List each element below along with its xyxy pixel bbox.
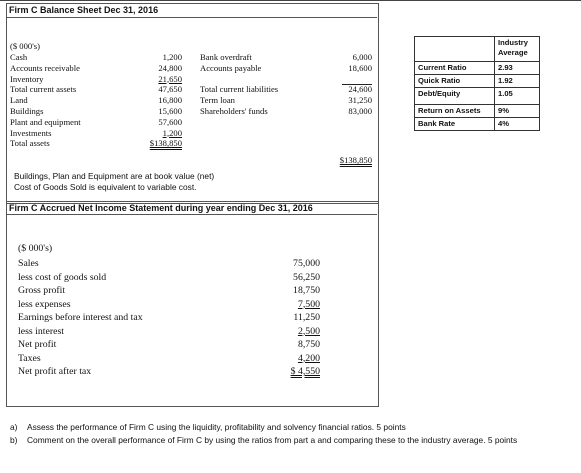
income-value xyxy=(262,325,320,339)
income-label: Sales xyxy=(18,258,39,269)
income-values xyxy=(262,257,320,379)
assets-labels xyxy=(10,52,81,149)
asset-label: Total current assets xyxy=(10,84,77,95)
asset-label: Investments xyxy=(10,127,52,138)
income-value xyxy=(262,352,320,366)
liability-value: 18,600 xyxy=(348,62,372,73)
ratio-value: 2.93 xyxy=(495,62,540,75)
asset-label: Cash xyxy=(10,52,28,62)
liability-value: 6,000 xyxy=(352,52,372,62)
table-row xyxy=(415,37,540,62)
asset-value: 24,800 xyxy=(158,62,182,73)
question-b xyxy=(10,434,570,447)
income-value: 56,250 xyxy=(293,271,320,283)
asset-value: 57,600 xyxy=(158,116,182,127)
total-liabilities-equity xyxy=(320,155,372,166)
table-row xyxy=(415,88,540,105)
liability-value: 83,000 xyxy=(348,105,372,116)
asset-label: Plant and equipment xyxy=(10,116,81,127)
total-liabilities-equity-text: $138,850 xyxy=(339,155,372,165)
liability-label: Bank overdraft xyxy=(200,52,252,62)
asset-value: 1,200 xyxy=(162,52,182,62)
table-cell-empty xyxy=(415,37,495,62)
ratio-label: Debt/Equity xyxy=(415,88,495,105)
income-value-text: 7,500 xyxy=(297,298,320,310)
ratio-value: 9% xyxy=(495,105,540,118)
income-value xyxy=(262,365,320,379)
asset-value: 16,800 xyxy=(158,95,182,106)
ratio-label: Bank Rate xyxy=(415,118,495,131)
income-label: less expenses xyxy=(18,298,71,310)
ratio-value: 4% xyxy=(495,118,540,131)
income-value: 11,250 xyxy=(293,312,320,323)
table-row xyxy=(415,62,540,75)
liability-label: Accounts payable xyxy=(200,62,262,73)
income-labels xyxy=(18,257,143,379)
asset-label: Land xyxy=(10,95,28,106)
asset-label: Total assets xyxy=(10,138,50,149)
table-row xyxy=(415,118,540,131)
income-statement-unit: ($ 000's) xyxy=(18,243,53,254)
questions xyxy=(10,421,570,447)
question-text: Comment on the overall performance of Firm C by using the ratios from part a and comparing these to the industry average. 5 points xyxy=(27,435,518,445)
ratio-label: Return on Assets xyxy=(415,105,495,118)
industry-average-table xyxy=(414,36,540,131)
income-value-text: $ 4,550 xyxy=(290,366,320,377)
question-a xyxy=(10,421,570,434)
liability-spacer xyxy=(200,74,278,85)
liability-spacer xyxy=(320,74,372,85)
ratio-value: 1.92 xyxy=(495,75,540,88)
income-statement-title-rule xyxy=(6,214,377,215)
industry-average-table-wrap xyxy=(414,36,540,131)
liability-label: Total current liabilities xyxy=(200,84,279,95)
income-label: Gross profit xyxy=(18,285,66,296)
asset-value-text: $138,850 xyxy=(149,138,182,149)
note-line: Buildings, Plan and Equipment are at book value (net) xyxy=(14,171,215,181)
balance-sheet-notes xyxy=(14,171,214,193)
income-value-text: 2,500 xyxy=(297,325,320,337)
balance-sheet-unit: ($ 000's) xyxy=(10,41,40,51)
income-label: Net profit after tax xyxy=(18,366,92,377)
asset-value-text: 1,200 xyxy=(162,127,182,138)
asset-label: Accounts receivable xyxy=(10,62,80,73)
note-line: Cost of Goods Sold is equivalent to variable cost. xyxy=(14,182,197,192)
question-marker: b) xyxy=(10,435,18,445)
ratio-label: Current Ratio xyxy=(415,62,495,75)
income-value: 8,750 xyxy=(297,339,320,350)
income-label: less cost of goods sold xyxy=(18,271,107,283)
income-label: Net profit xyxy=(18,339,57,350)
liability-label: Term loan xyxy=(200,95,235,106)
balance-sheet-title: Firm C Balance Sheet Dec 31, 2016 xyxy=(9,5,159,15)
balance-sheet-title-rule xyxy=(6,17,377,18)
asset-value xyxy=(130,138,182,149)
asset-value xyxy=(130,74,182,85)
ratio-value: 1.05 xyxy=(495,88,540,105)
income-value: 18,750 xyxy=(293,285,320,296)
assets-values xyxy=(130,52,182,149)
asset-value-text: 21,650 xyxy=(158,73,182,84)
liability-label: Shareholders' funds xyxy=(200,105,268,116)
top-rule xyxy=(0,0,581,1)
ratio-label: Quick Ratio xyxy=(415,75,495,88)
question-marker: a) xyxy=(10,422,18,432)
table-row xyxy=(415,75,540,88)
asset-label: Inventory xyxy=(10,73,44,84)
asset-value: 15,600 xyxy=(158,105,182,116)
liabilities-sum-rule xyxy=(342,84,372,85)
income-value: 75,000 xyxy=(293,258,320,269)
income-value xyxy=(262,298,320,312)
income-label: Earnings before interest and tax xyxy=(18,312,143,323)
industry-average-header: Industry Average xyxy=(495,37,540,62)
question-text: Assess the performance of Firm C using the liquidity, profitability and solvency financial ratios. 5 points xyxy=(27,422,406,432)
income-label: Taxes xyxy=(18,352,41,364)
income-statement-title: Firm C Accrued Net Income Statement during year ending Dec 31, 2016 xyxy=(9,203,313,213)
liabilities-labels xyxy=(200,52,278,117)
income-value-text: 4,200 xyxy=(297,352,320,364)
asset-label: Buildings xyxy=(10,105,44,116)
asset-value: 47,650 xyxy=(158,84,182,95)
liability-value: 24,600 xyxy=(348,84,372,95)
liability-value: 31,250 xyxy=(348,95,372,106)
income-label: less interest xyxy=(18,325,64,337)
table-row xyxy=(415,105,540,118)
asset-value xyxy=(130,128,182,139)
